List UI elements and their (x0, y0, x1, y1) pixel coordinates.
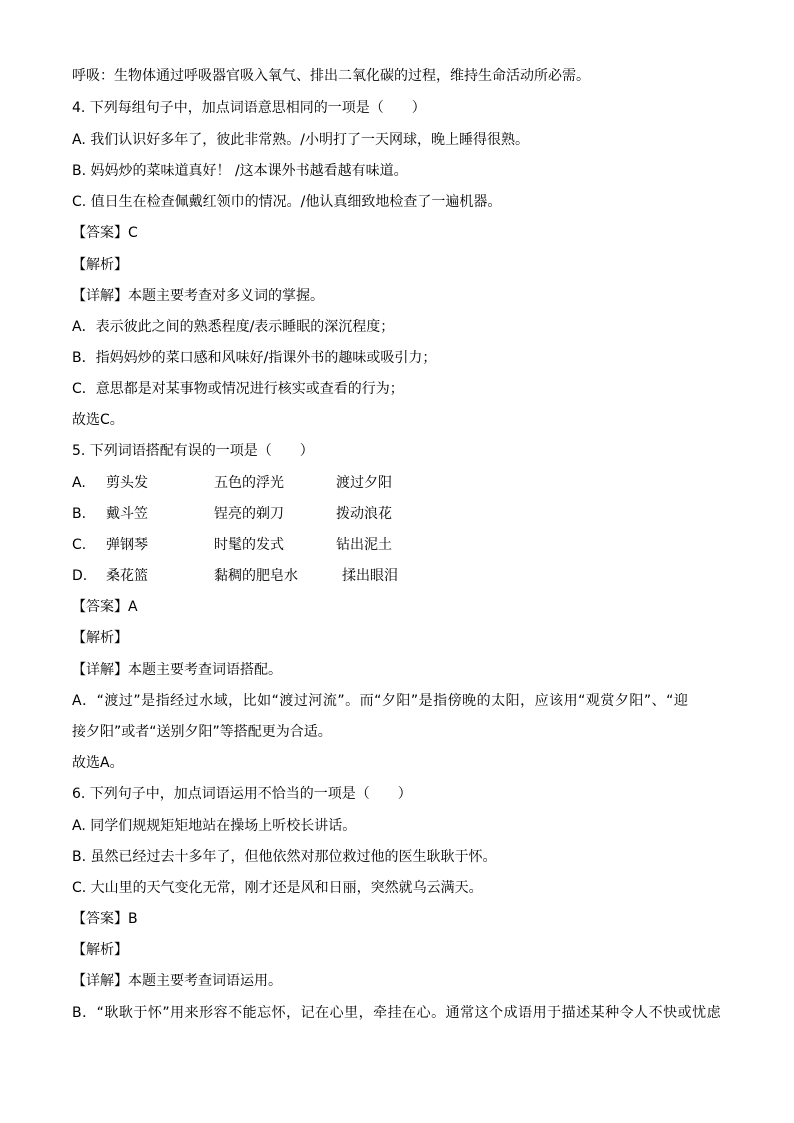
detail-line: 【详解】本题主要考查对多义词的掌握。 (72, 288, 324, 304)
option-line: A. 我们认识好多年了，彼此非常熟。/小明打了一天网球，晚上睡得很熟。 (72, 132, 529, 148)
option-line: A. 同学们规规矩矩地站在操场上听校长讲话。 (72, 818, 357, 834)
analysis-label: 【解析】 (72, 630, 128, 646)
analysis-label: 【解析】 (72, 257, 128, 273)
question-6: 6. 下列句子中，加点词语运用不恰当的一项是（ ） (72, 786, 412, 802)
answer-label: 【答案】C (72, 225, 138, 241)
detail-line: 【详解】本题主要考查词语运用。 (72, 973, 282, 989)
detail-line: C．意思都是对某事物或情况进行核实或查看的行为； (72, 381, 404, 397)
detail-line: A．“渡过”是指经过水域，比如“渡过河流”。而“夕阳”是指傍晚的太阳，应该用“观赏夕阳”、“迎 (72, 693, 689, 709)
detail-line: 【详解】本题主要考查词语搭配。 (72, 662, 282, 678)
q5-option-a: A. 剪头发 五色的浮光 渡过夕阳 (72, 475, 392, 491)
q5-option-d: D. 桑花篮 黏稠的肥皂水 揉出眼泪 (72, 568, 398, 584)
detail-line: B．指妈妈炒的菜口感和风味好/指课外书的趣味或吸引力； (72, 350, 437, 366)
question-4: 4. 下列每组句子中，加点词语意思相同的一项是（ ） (72, 100, 426, 116)
detail-line: 接夕阳”或者“送别夕阳”等搭配更为合适。 (72, 724, 332, 740)
option-line: B. 妈妈炒的菜味道真好！ /这本课外书越看越有味道。 (72, 163, 408, 179)
q5-option-b: B. 戴斗笠 锃亮的剃刀 拨动浪花 (72, 506, 392, 522)
q5-option-c: C. 弹钢琴 时髦的发式 钻出泥土 (72, 537, 392, 553)
option-line: C. 值日生在检查佩戴红领巾的情况。/他认真细致地检查了一遍机器。 (72, 194, 502, 210)
conclusion-line: 故选C。 (72, 412, 124, 428)
text-line: 呼吸：生物体通过呼吸器官吸入氧气、排出二氧化碳的过程，维持生命活动所必需。 (72, 68, 590, 84)
answer-label: 【答案】A (72, 599, 138, 615)
option-line: C. 大山里的天气变化无常，刚才还是风和日丽，突然就乌云满天。 (72, 880, 483, 896)
analysis-label: 【解析】 (72, 942, 128, 958)
answer-label: 【答案】B (72, 911, 138, 927)
question-5: 5. 下列词语搭配有误的一项是（ ） (72, 443, 314, 459)
conclusion-line: 故选A。 (72, 755, 124, 771)
detail-line: A．表示彼此之间的熟悉程度/表示睡眠的深沉程度； (72, 319, 395, 335)
detail-line: B．“耿耿于怀”用来形容不能忘怀，记在心里，牵挂在心。通常这个成语用于描述某种令人不快或忧虑 (72, 1005, 722, 1021)
option-line: B. 虽然已经过去十多年了，但他依然对那位救过他的医生耿耿于怀。 (72, 849, 497, 865)
